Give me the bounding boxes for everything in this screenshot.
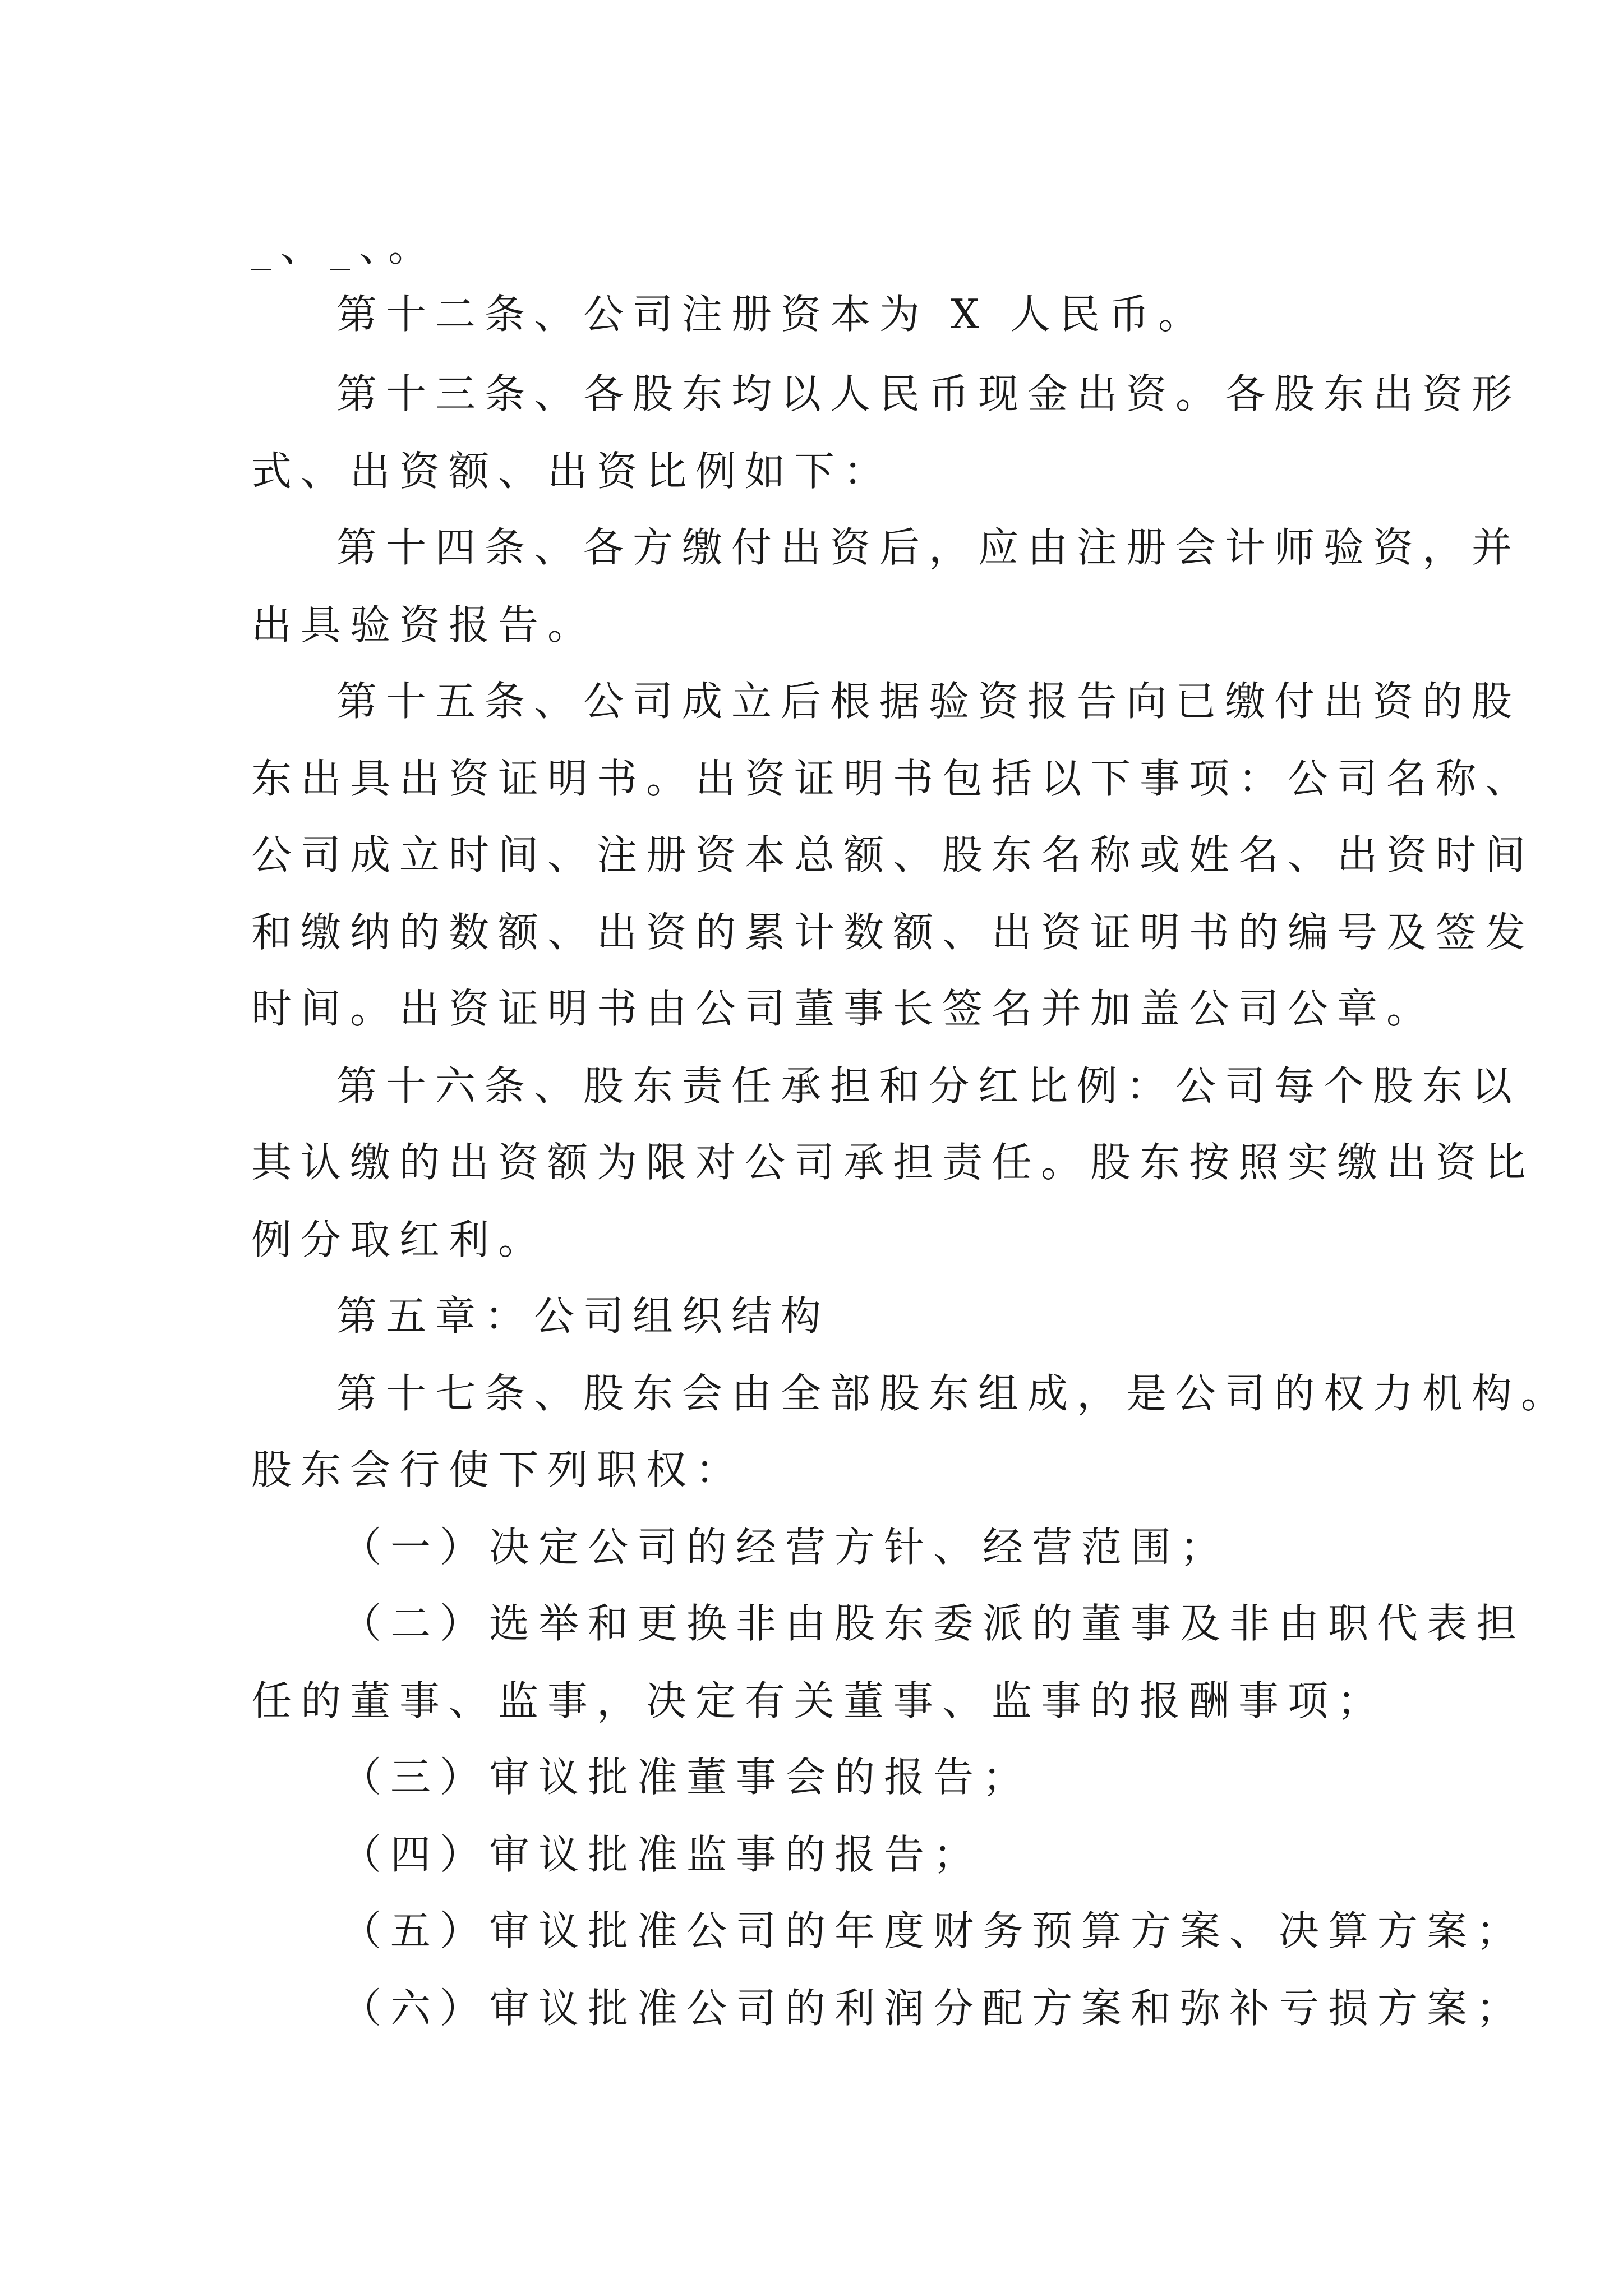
- text-line: 公司成立时间、注册资本总额、股东名称或姓名、出资时间: [251, 831, 1535, 878]
- list-item: （二）选举和更换非由股东委派的董事及非由职代表担: [341, 1600, 1526, 1647]
- text-line: 时间。出资证明书由公司董事长签名并加盖公司公章。: [251, 985, 1436, 1032]
- article-14: 第十四条、各方缴付出资后，应由注册会计师验资，并: [336, 524, 1521, 571]
- text-line: 出具验资报告。: [251, 601, 597, 648]
- text-line: 式、出资额、出资比例如下：: [251, 448, 893, 495]
- article-16: 第十六条、股东责任承担和分红比例：公司每个股东以: [336, 1062, 1521, 1110]
- article-17: 第十七条、股东会由全部股东组成，是公司的权力机构。: [336, 1370, 1571, 1417]
- list-item: （六）审议批准公司的利润分配方案和弥补亏损方案；: [341, 1985, 1526, 2032]
- text-line: 任的董事、监事，决定有关董事、监事的报酬事项；: [251, 1677, 1387, 1724]
- text-line: 东出具出资证明书。出资证明书包括以下事项：公司名称、: [251, 755, 1535, 802]
- text-line: _、_、。: [251, 223, 438, 270]
- text-line: 股东会行使下列职权：: [251, 1446, 745, 1493]
- article-15: 第十五条、公司成立后根据验资报告向已缴付出资的股: [336, 678, 1521, 725]
- chapter-5-heading: 第五章：公司组织结构: [336, 1292, 831, 1340]
- list-item: （四）审议批准监事的报告；: [341, 1831, 983, 1878]
- text-line: 其认缴的出资额为限对公司承担责任。股东按照实缴出资比: [251, 1139, 1535, 1186]
- article-12: 第十二条、公司注册资本为 X 人民币。: [336, 291, 1208, 338]
- list-item: （三）审议批准董事会的报告；: [341, 1754, 1032, 1801]
- list-item: （五）审议批准公司的年度财务预算方案、决算方案；: [341, 1907, 1526, 1954]
- text-line: 和缴纳的数额、出资的累计数额、出资证明书的编号及签发: [251, 909, 1535, 956]
- article-13: 第十三条、各股东均以人民币现金出资。各股东出资形: [336, 370, 1521, 417]
- list-item: （一）决定公司的经营方针、经营范围；: [341, 1524, 1230, 1571]
- text-line: 例分取红利。: [251, 1216, 548, 1263]
